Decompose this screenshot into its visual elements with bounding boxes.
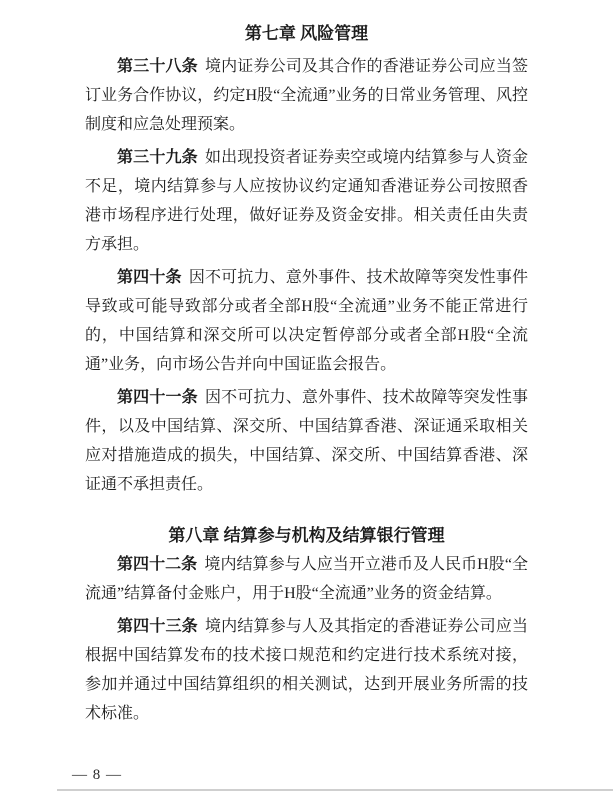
chapter-8-heading: 第八章 结算参与机构及结算银行管理 [168,526,445,545]
article-43-number: 第四十三条 [117,618,198,635]
article-42-text: 境内结算参与人应当开立港币及人民币H股“全流通”结算备付金账户，用于H股“全流通”业务的资金结算。 [85,556,528,602]
article-41-number: 第四十一条 [117,389,198,406]
article-38-number: 第三十八条 [117,58,198,75]
article-42-paragraph [85,550,528,608]
article-43-text: 境内结算参与人及其指定的香港证券公司应当根据中国结算发布的技术接口规范和约定进行技术系统对接，参加并通过中国结算组织的相关测试，达到开展业务所需的技术标准。 [85,618,528,722]
article-42-number: 第四十二条 [117,556,198,573]
article-40-text: 因不可抗力、意外事件、技术故障等突发性事件导致或可能导致部分或者全部H股“全流通”业务不能正常进行的，中国结算和深交所可以决定暂停部分或者全部H股“全流通”业务，向市场公告并向中国证监会报告。 [85,269,528,373]
article-38-text: 境内证券公司及其合作的香港证券公司应当签订业务合作协议，约定H股“全流通”业务的日常业务管理、风控制度和应急处理预案。 [85,58,528,133]
article-39-paragraph [85,143,528,259]
article-41-text: 因不可抗力、意外事件、技术故障等突发性事件，以及中国结算、深交所、中国结算香港、深证通采取相关应对措施造成的损失，中国结算、深交所、中国结算香港、深证通不承担责任。 [85,389,528,493]
article-39-text: 如出现投资者证券卖空或境内结算参与人资金不足，境内结算参与人应按协议约定通知香港证券公司按照香港市场程序进行处理，做好证券及资金安排。相关责任由失责方承担。 [85,149,528,253]
article-40-number: 第四十条 [117,269,182,286]
chapter-7-heading: 第七章 风险管理 [244,24,369,43]
article-43-paragraph [85,612,528,728]
document-body [85,19,528,732]
article-41-paragraph [85,383,528,499]
scan-artifact-line [57,789,613,791]
article-40-paragraph [85,263,528,379]
page-number-footer: — 8 — [72,767,122,783]
article-38-paragraph [85,52,528,139]
article-39-number: 第三十九条 [117,149,198,166]
